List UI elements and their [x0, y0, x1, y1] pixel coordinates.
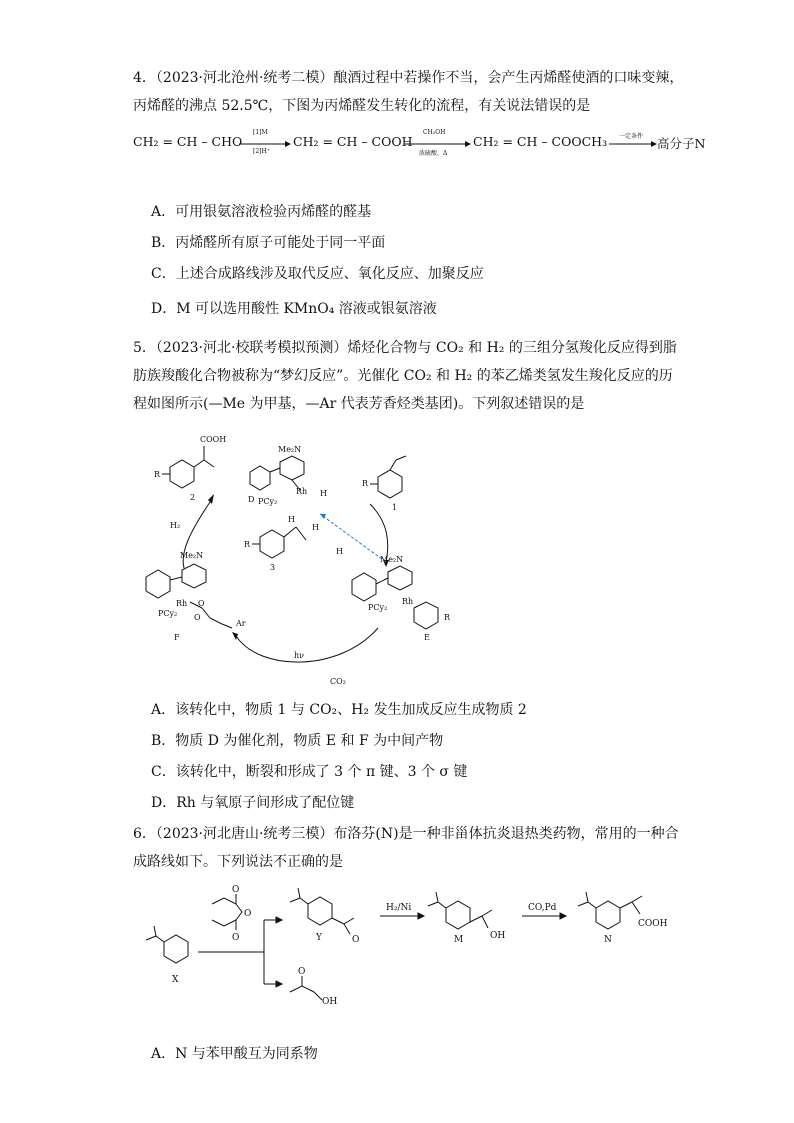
catalyst-d-ring2: [280, 456, 304, 480]
label-acid-oh: OH: [322, 997, 338, 1007]
q4-option-a: A．可用银氨溶液检验丙烯醛的醛基: [151, 204, 372, 220]
q5-option-b: B．物质 D 为催化剂，物质 E 和 F 为中间产物: [151, 733, 444, 749]
label-o-f2: O: [194, 613, 201, 622]
cycle-arrow-right: [370, 504, 388, 562]
label-r-2: R: [154, 470, 161, 479]
compound-n-ring: [596, 901, 620, 929]
q4-option-b: B．丙烯醛所有原子可能处于同一平面: [151, 235, 386, 251]
label-rh-e: Rh: [402, 597, 414, 606]
label-h-3a: H: [288, 515, 295, 524]
complex-e-ring1: [352, 573, 376, 601]
label-cooh: COOH: [200, 435, 227, 444]
label-me2n-f: Me₂N: [180, 551, 204, 560]
arrow2: [405, 140, 471, 148]
label-m-oh: OH: [490, 931, 506, 941]
compound1-ring: [378, 470, 402, 498]
scheme-acrylic-acid: CH₂ = CH – COOH: [293, 134, 413, 149]
cycle-arrow-bottom: [236, 628, 378, 662]
label-anhydride-o1: O: [232, 885, 240, 895]
label-compound-1: 1: [392, 503, 398, 512]
label-y-o: O: [352, 935, 360, 945]
compound-y-ring: [308, 897, 332, 925]
label-x: X: [172, 975, 179, 985]
q5-option-d: D．Rh 与氧原子间形成了配位键: [151, 795, 355, 811]
scheme-acrolein: CH₂ = CH – CHO: [133, 134, 243, 149]
q4-reaction-scheme: [133, 126, 733, 166]
label-n: N: [604, 935, 612, 945]
label-pcy2-e: PCy₂: [368, 603, 388, 612]
q4-option-d: D．M 可以选用酸性 KMnO₄ 溶液或银氨溶液: [151, 301, 437, 317]
q5-stem-line1: 5．（2023·河北·校联考模拟预测）烯烃化合物与 CO₂ 和 H₂ 的三组分氢羧化反应得到脂: [133, 340, 677, 356]
compound3-ring: [260, 530, 284, 558]
label-h-d: H: [320, 489, 327, 498]
catalyst-d-ring1: [250, 466, 270, 490]
arrow3-top-label: 一定条件: [619, 133, 644, 140]
scheme-methyl-acrylate: CH₂ = CH – COOCH₃: [473, 134, 608, 149]
label-rh-f: Rh: [176, 599, 188, 608]
label-h2ni: H₂/Ni: [386, 903, 412, 913]
label-r-1: R: [362, 479, 369, 488]
label-copd: CO,Pd: [528, 903, 557, 913]
label-r-e: R: [444, 613, 451, 622]
label-pcy2-f: PCy₂: [158, 609, 178, 618]
q5-option-a: A．该转化中，物质 1 与 CO₂、H₂ 发生加成反应生成物质 2: [151, 702, 527, 718]
complex-f-ring2: [182, 564, 206, 588]
q6-stem-line1: 6．（2023·河北唐山·统考三模）布洛芬(N)是一种非甾体抗炎退热类药物，常用的一种合: [133, 826, 679, 842]
label-h-3b: H: [312, 523, 319, 532]
q6-synthesis-route: [128, 880, 708, 1010]
q4-stem-line2: 丙烯醛的沸点 52.5℃，下图为丙烯醛发生转化的流程，有关说法错误的是: [133, 98, 591, 114]
label-y: Y: [316, 933, 322, 943]
label-m: M: [454, 935, 464, 945]
complex-e-ring2: [388, 566, 412, 590]
arrow1-top-label: [1]M: [253, 129, 268, 136]
label-me2n-d: Me₂N: [278, 445, 302, 454]
arrow2-top-label: CH₃OH: [423, 129, 446, 136]
q5-catalytic-cycle: [140, 422, 480, 690]
label-f: F: [174, 633, 180, 642]
q5-option-c: C．该转化中，断裂和形成了 3 个 π 键、3 个 σ 键: [151, 764, 468, 780]
label-pcy2-d: PCy₂: [258, 497, 278, 506]
complex-e-ring3: [414, 602, 438, 629]
label-co2: CO₂: [330, 677, 346, 686]
label-n-cooh: COOH: [638, 919, 668, 929]
label-r-3: R: [244, 540, 251, 549]
q6-option-a: A．N 与苯甲酸互为同系物: [151, 1046, 318, 1062]
label-acid-o: O: [298, 967, 306, 977]
label-rh-d: Rh: [296, 487, 308, 496]
compound-m-ring: [446, 901, 470, 929]
complex-f-ring1: [146, 570, 170, 598]
arrow1-bottom-label: [2]H⁺: [253, 148, 270, 155]
arrow2-bottom-label: 浓硫酸，Δ: [419, 150, 448, 157]
label-compound-3: 3: [270, 563, 276, 572]
label-anhydride-o3: O: [232, 933, 240, 943]
label-e: E: [424, 633, 430, 642]
label-compound-2: 2: [190, 493, 196, 502]
scheme-polymer-n: 高分子N: [657, 136, 706, 151]
arrow1: [239, 140, 291, 148]
q4-option-c: C．上述合成路线涉及取代反应、氧化反应、加聚反应: [151, 266, 484, 282]
q6-stem-line2: 成路线如下。下列说法不正确的是: [133, 854, 343, 870]
compound2-ring: [170, 460, 194, 488]
label-me2n-e: Me₂N: [380, 555, 404, 564]
label-ar: Ar: [236, 619, 246, 628]
label-h2: H₂: [170, 521, 181, 530]
hydrogen-transfer-arrow: [320, 514, 386, 562]
arrow3: [609, 140, 659, 148]
q5-stem-line2: 肪族羧酸化合物被称为“梦幻反应”。光催化 CO₂ 和 H₂ 的苯乙烯类氢发生羧化反应的历: [133, 368, 673, 384]
label-d: D: [248, 495, 255, 504]
label-o-f1: O: [198, 599, 205, 608]
label-hv: hν: [294, 651, 305, 660]
label-h-minus: H: [336, 547, 343, 556]
q5-stem-line3: 程如图所示(—Me 为甲基，—Ar 代表芳香烃类基团)。下列叙述错误的是: [133, 396, 585, 412]
compound-x-ring: [164, 935, 188, 963]
label-anhydride-o2: O: [244, 909, 252, 919]
q4-stem-line1: 4．（2023·河北沧州·统考二模）酿酒过程中若操作不当，会产生丙烯醛使酒的口味变辣，: [133, 70, 684, 86]
